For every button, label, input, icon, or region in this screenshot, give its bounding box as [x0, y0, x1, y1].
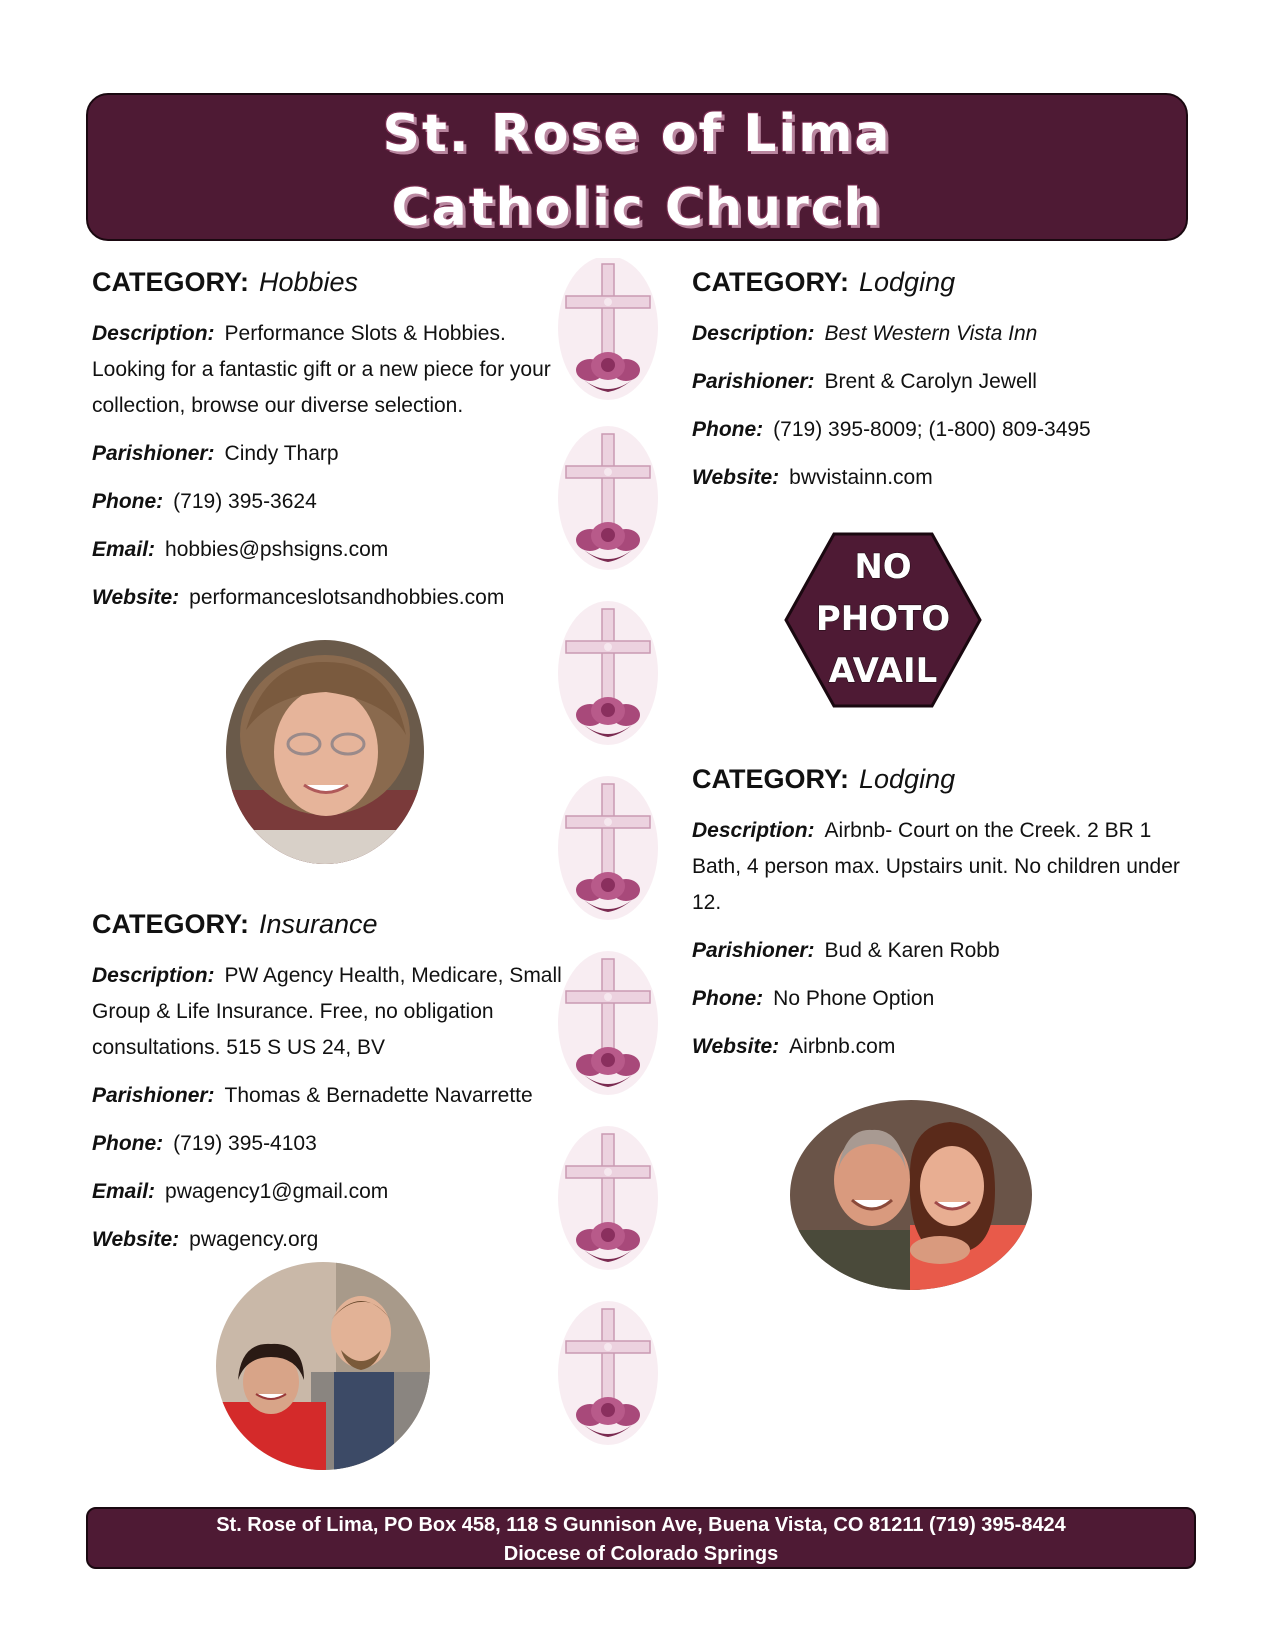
entry-lodging-bestwestern	[692, 262, 1182, 508]
phone-value: No Phone Option	[773, 987, 935, 1010]
parishioner-label: Parishioner:	[692, 370, 815, 393]
email-row	[92, 532, 552, 568]
parishioner-row	[692, 933, 1182, 969]
parishioner-value: Thomas & Bernadette Navarrette	[224, 1084, 533, 1107]
no-photo-text-line2: PHOTO	[815, 599, 951, 639]
category-label: CATEGORY:	[92, 267, 249, 297]
portrait-woman-icon	[226, 640, 424, 864]
no-photo-text-line3: AVAIL	[828, 651, 938, 691]
description-label: Description:	[692, 819, 815, 842]
parishioner-photo-navarrette	[216, 1262, 430, 1470]
description-value: Best Western Vista Inn	[824, 322, 1038, 345]
website-label: Website:	[92, 586, 180, 609]
email-label: Email:	[92, 1180, 156, 1203]
description-label: Description:	[92, 322, 215, 345]
description-row	[692, 316, 1182, 352]
parishioner-row	[92, 436, 552, 472]
footer-banner	[86, 1507, 1196, 1569]
phone-label: Phone:	[692, 418, 764, 441]
cross-with-rose-icon	[558, 601, 658, 745]
category-heading	[92, 262, 552, 302]
category-heading	[692, 759, 1182, 799]
website-label: Website:	[692, 1035, 780, 1058]
email-row	[92, 1174, 562, 1210]
entry-hobbies	[92, 262, 552, 628]
cross-with-rose-icon	[558, 776, 658, 920]
phone-value: (719) 395-3624	[173, 490, 317, 513]
website-link[interactable]: performanceslotsandhobbies.com	[189, 586, 505, 609]
phone-row	[692, 412, 1182, 448]
phone-label: Phone:	[692, 987, 764, 1010]
parishioner-label: Parishioner:	[92, 442, 215, 465]
header-title-line2: Catholic Church	[391, 178, 883, 238]
phone-label: Phone:	[92, 490, 164, 513]
parishioner-photo-robb	[790, 1100, 1032, 1290]
parishioner-photo-cindy	[226, 640, 424, 864]
category-value: Lodging	[859, 764, 956, 794]
phone-row	[692, 981, 1182, 1017]
parishioner-label: Parishioner:	[692, 939, 815, 962]
website-label: Website:	[692, 466, 780, 489]
no-photo-text-line1: NO	[854, 547, 912, 587]
website-link[interactable]: bwvistainn.com	[789, 466, 933, 489]
entry-lodging-airbnb	[692, 759, 1182, 1077]
phone-row	[92, 484, 552, 520]
email-link[interactable]: hobbies@pshsigns.com	[165, 538, 389, 561]
category-label: CATEGORY:	[692, 764, 849, 794]
category-value: Insurance	[259, 909, 378, 939]
category-label: CATEGORY:	[92, 909, 249, 939]
website-label: Website:	[92, 1228, 180, 1251]
description-row	[92, 316, 552, 424]
email-label: Email:	[92, 538, 156, 561]
portrait-couple-icon	[790, 1100, 1032, 1290]
category-value: Hobbies	[259, 267, 359, 297]
phone-row	[92, 1126, 562, 1162]
website-row	[92, 1222, 562, 1258]
website-link[interactable]: Airbnb.com	[789, 1035, 896, 1058]
description-value: PW Agency Health, Medicare, Small Group & Life Insurance. Free, no obligation consultations. 515 S US 24, BV	[92, 964, 562, 1059]
description-label: Description:	[92, 964, 215, 987]
website-row	[692, 1029, 1182, 1065]
parishioner-label: Parishioner:	[92, 1084, 215, 1107]
parishioner-value: Bud & Karen Robb	[824, 939, 1000, 962]
email-link[interactable]: pwagency1@gmail.com	[165, 1180, 389, 1203]
portrait-couple-icon	[216, 1262, 430, 1470]
footer-address: St. Rose of Lima, PO Box 458, 118 S Gunnison Ave, Buena Vista, CO 81211 (719) 395-8424	[216, 1514, 1066, 1536]
no-photo-hexagon-icon	[784, 532, 982, 708]
website-row	[692, 460, 1182, 496]
category-label: CATEGORY:	[692, 267, 849, 297]
description-row	[692, 813, 1182, 921]
category-heading	[92, 904, 562, 944]
category-heading	[692, 262, 1182, 302]
cross-with-rose-icon	[558, 426, 658, 570]
header-banner	[86, 93, 1188, 241]
description-value: Performance Slots & Hobbies. Looking for a fantastic gift or a new piece for your collection, browse our diverse selection.	[92, 322, 551, 417]
phone-value: (719) 395-8009; (1-800) 809-3495	[773, 418, 1091, 441]
parishioner-row	[92, 1078, 562, 1114]
entry-insurance	[92, 904, 562, 1270]
phone-label: Phone:	[92, 1132, 164, 1155]
header-title-line1: St. Rose of Lima	[382, 104, 892, 164]
description-value: Airbnb- Court on the Creek. 2 BR 1 Bath, 4 person max. Upstairs unit. No children under 12.	[692, 819, 1180, 914]
cross-with-rose-icon	[558, 1301, 658, 1445]
category-value: Lodging	[859, 267, 956, 297]
cross-with-rose-icon	[558, 258, 658, 400]
website-link[interactable]: pwagency.org	[189, 1228, 319, 1251]
description-row	[92, 958, 562, 1066]
cross-with-rose-icon	[558, 1126, 658, 1270]
parishioner-value: Brent & Carolyn Jewell	[824, 370, 1037, 393]
phone-value: (719) 395-4103	[173, 1132, 317, 1155]
parishioner-row	[692, 364, 1182, 400]
cross-with-rose-icon	[558, 951, 658, 1095]
cross-divider-column	[548, 258, 668, 1478]
description-label: Description:	[692, 322, 815, 345]
footer-diocese: Diocese of Colorado Springs	[503, 1543, 779, 1565]
website-row	[92, 580, 552, 616]
parishioner-value: Cindy Tharp	[224, 442, 339, 465]
